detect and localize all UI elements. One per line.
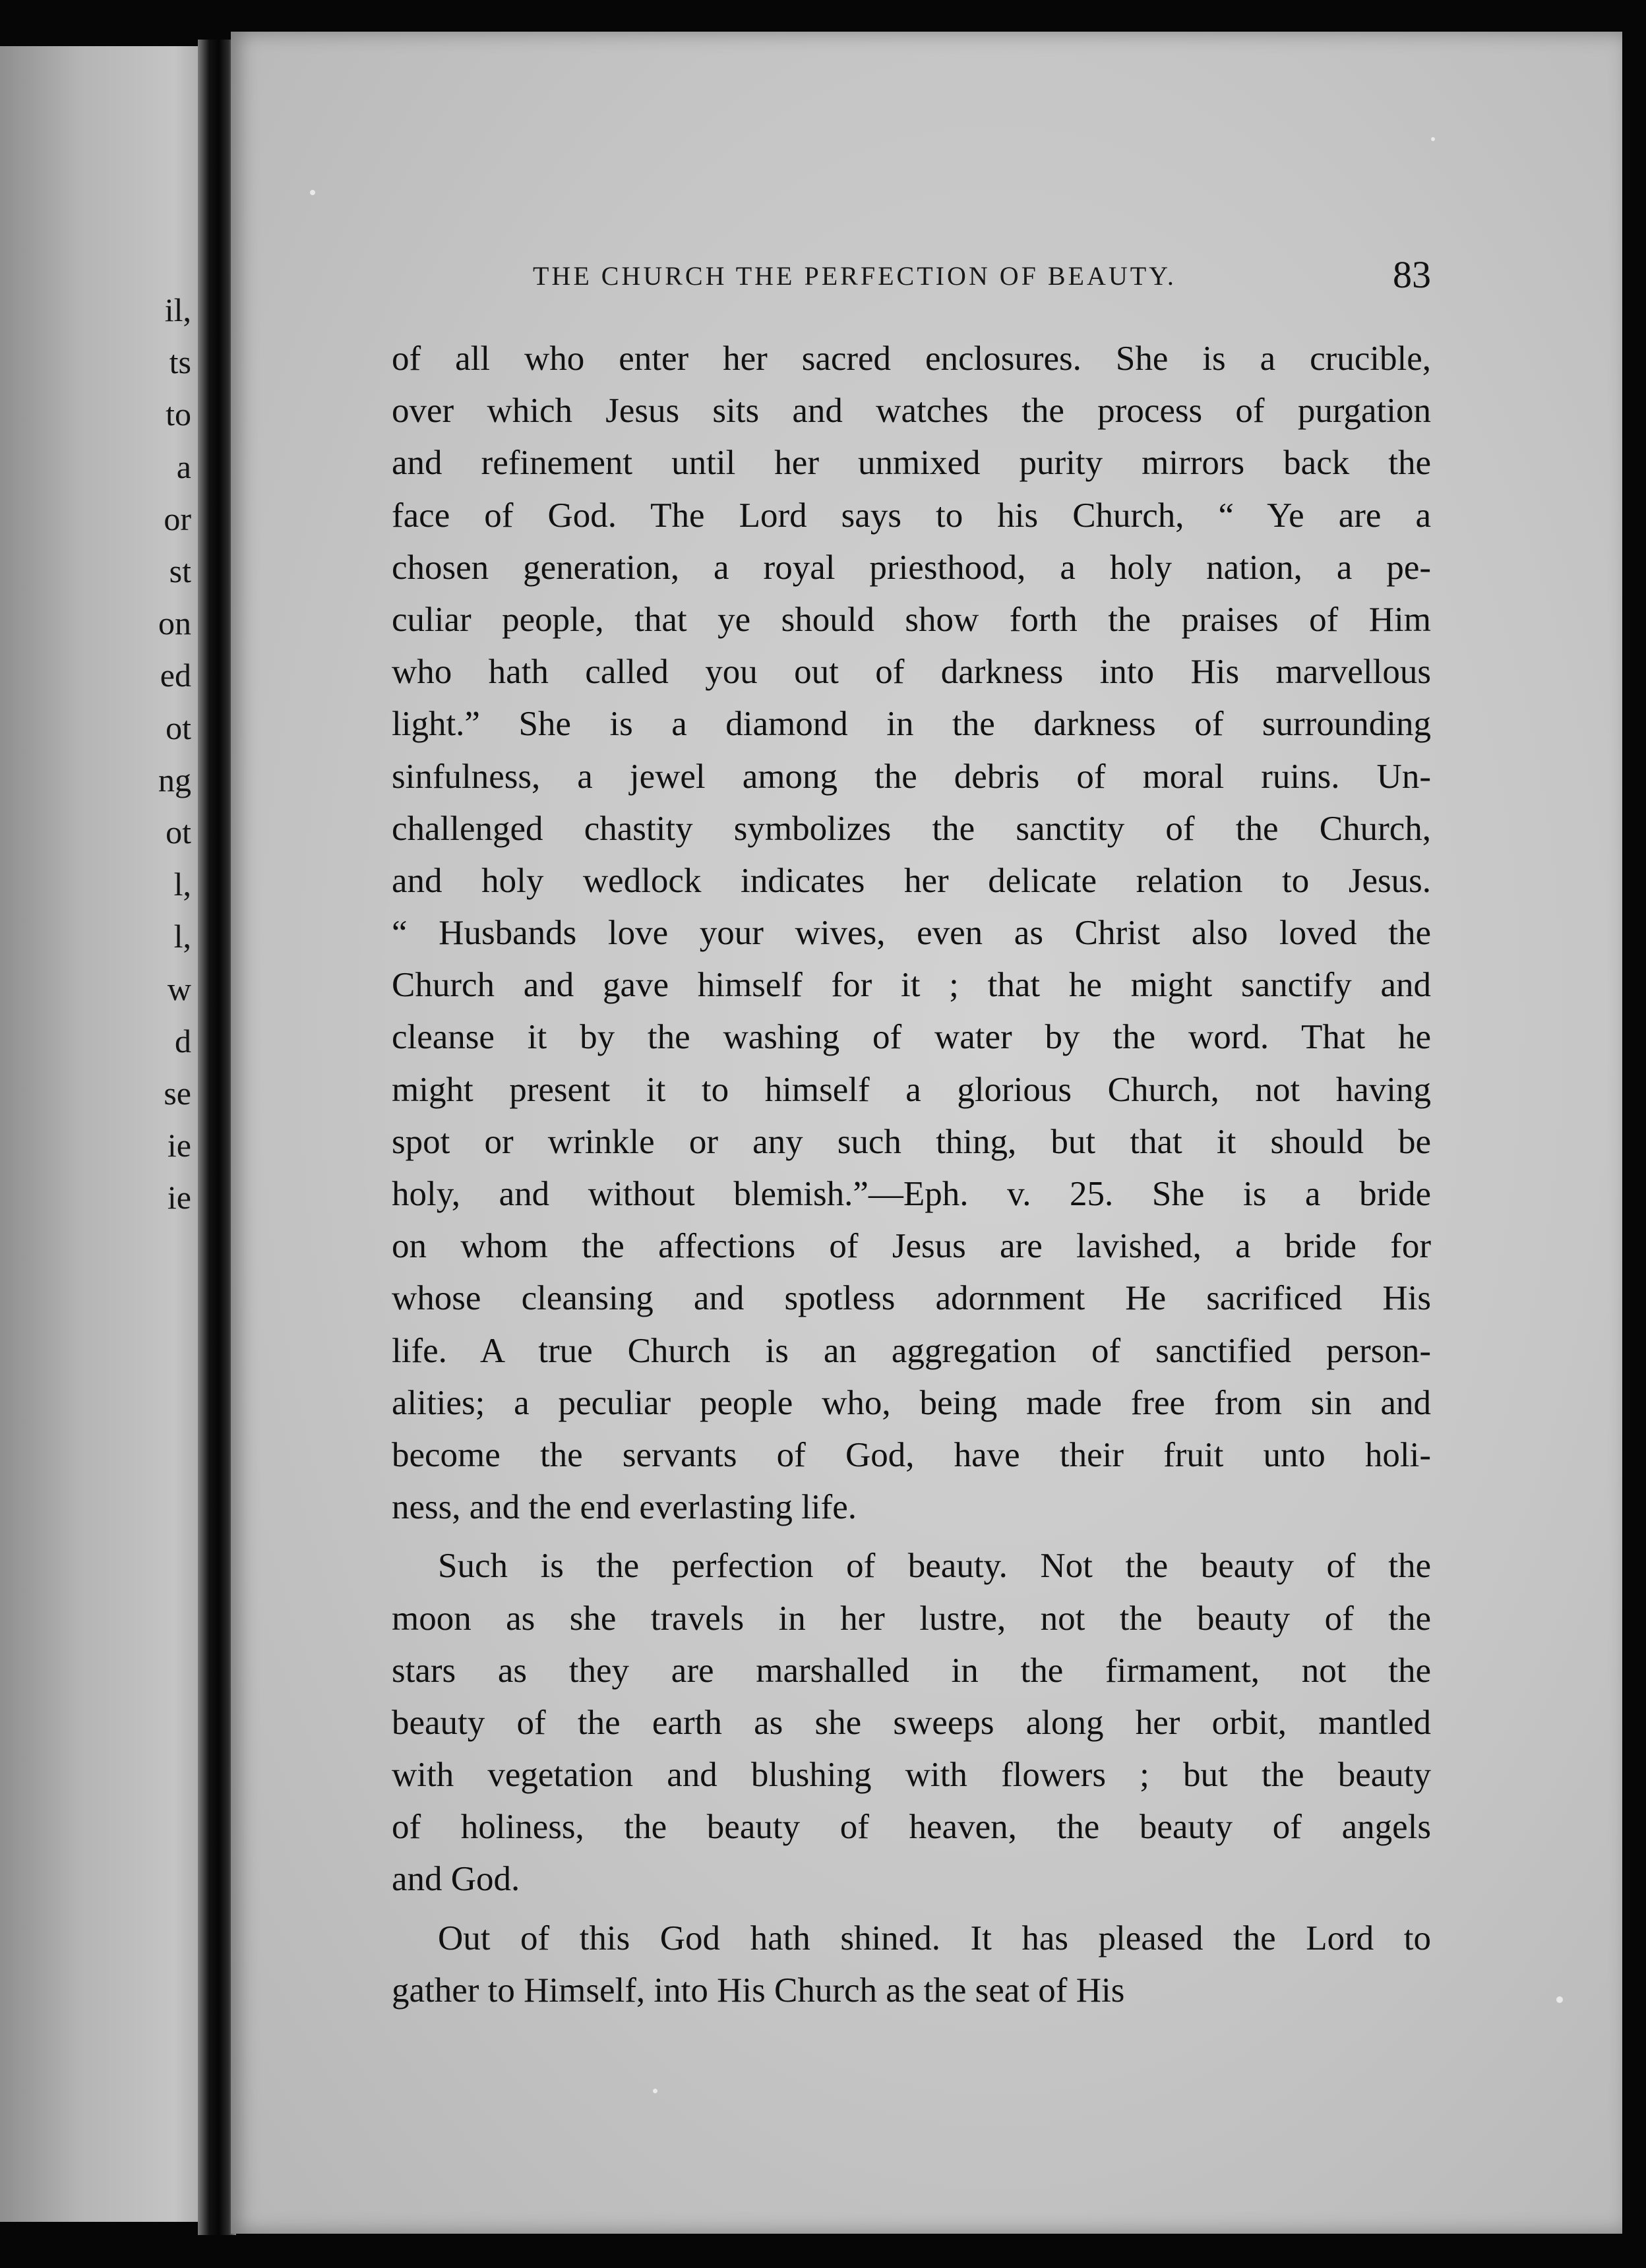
- previous-page-fragment: d: [175, 1022, 191, 1059]
- text-line: spot or wrinkle or any such thing, but that it should be: [392, 1122, 1431, 1161]
- text-line: and refinement until her unmixed purity mirrors back the: [392, 444, 1431, 483]
- text-line: and holy wedlock indicates her delicate relation to Jesus.: [392, 861, 1431, 900]
- text-line: on whom the affections of Jesus are lavished, a bride for: [392, 1227, 1431, 1266]
- text-line: “ Husbands love your wives, even as Christ also loved the: [392, 914, 1431, 953]
- paragraph: [392, 1913, 1431, 2017]
- previous-page-fragment: ot: [166, 709, 191, 746]
- text-line: of all who enter her sacred enclosures. She is a crucible,: [392, 340, 1431, 378]
- previous-page-fragment: ie: [167, 1127, 191, 1164]
- previous-page-fragment: ie: [167, 1179, 191, 1216]
- previous-page-edge: [0, 46, 206, 2222]
- previous-page-fragment: l,: [173, 866, 191, 903]
- previous-page-fragment: st: [169, 552, 191, 589]
- text-line: life. A true Church is an aggregation of sanctified person-: [392, 1331, 1431, 1370]
- text-line: Out of this God hath shined. It has pleased the Lord to: [438, 1919, 1431, 1957]
- previous-page-fragment: w: [167, 970, 191, 1007]
- text-line: face of God. The Lord says to his Church, “ Ye are a: [392, 496, 1431, 535]
- text-line: cleanse it by the washing of water by the word. That he: [392, 1018, 1431, 1057]
- dust-speck: [653, 2089, 657, 2093]
- dust-speck: [310, 190, 315, 195]
- running-head: [533, 253, 1463, 299]
- running-title: THE CHURCH THE PERFECTION OF BEAUTY.: [533, 261, 1176, 291]
- previous-page-fragment: l,: [173, 918, 191, 955]
- text-line: whose cleansing and spotless adornment He sacrificed His: [392, 1279, 1431, 1318]
- paragraph-gap: [392, 1534, 1431, 1540]
- text-line: Such is the perfection of beauty. Not the beauty of the: [438, 1547, 1431, 1586]
- text-line: become the servants of God, have their fruit unto holi-: [392, 1435, 1431, 1474]
- text-line: moon as she travels in her lustre, not the beauty of the: [392, 1599, 1431, 1638]
- text-line: stars as they are marshalled in the firmament, not the: [392, 1651, 1431, 1690]
- text-line: of holiness, the beauty of heaven, the beauty of angels: [392, 1808, 1431, 1847]
- text-line: culiar people, that ye should show forth the praises of Him: [392, 600, 1431, 639]
- dust-speck: [1556, 1996, 1563, 2003]
- text-line: challenged chastity symbolizes the sanctity of the Church,: [392, 809, 1431, 848]
- text-line: gather to Himself, into His Church as the seat of His: [392, 1971, 1125, 2010]
- previous-page-fragment: ed: [160, 657, 191, 694]
- previous-page-fragment: on: [158, 605, 191, 642]
- paragraph: [392, 1540, 1431, 1905]
- text-line: over which Jesus sits and watches the process of purgation: [392, 392, 1431, 431]
- text-line: alities; a peculiar people who, being made free from sin and: [392, 1383, 1431, 1422]
- dust-speck: [1431, 137, 1435, 141]
- body-text: [392, 333, 1431, 2017]
- previous-page-fragment: se: [164, 1075, 191, 1112]
- text-line: with vegetation and blushing with flowers ; but the beauty: [392, 1756, 1431, 1795]
- paragraph: [392, 333, 1431, 1534]
- text-line: holy, and without blemish.”—Eph. v. 25. She is a bride: [392, 1175, 1431, 1213]
- paragraph-gap: [392, 1906, 1431, 1913]
- page-number: 83: [1393, 253, 1431, 296]
- text-line: might present it to himself a glorious Church, not having: [392, 1070, 1431, 1109]
- previous-page-fragment: il,: [164, 291, 191, 328]
- text-line: Church and gave himself for it ; that he might sanctify and: [392, 966, 1431, 1005]
- previous-page-fragment: ng: [158, 761, 191, 798]
- text-line: who hath called you out of darkness into His marvellous: [392, 653, 1431, 692]
- text-line: chosen generation, a royal priesthood, a holy nation, a pe-: [392, 548, 1431, 587]
- previous-page-fragment: to: [166, 396, 191, 433]
- text-line: and God.: [392, 1860, 520, 1899]
- previous-page-fragment: ts: [169, 343, 191, 381]
- text-line: sinfulness, a jewel among the debris of moral ruins. Un-: [392, 757, 1431, 796]
- text-line: beauty of the earth as she sweeps along her orbit, mantled: [392, 1703, 1431, 1742]
- text-line: light.” She is a diamond in the darkness of surrounding: [392, 705, 1431, 744]
- previous-page-fragment: or: [164, 500, 191, 537]
- previous-page-fragment: ot: [166, 814, 191, 850]
- text-line: ness, and the end everlasting life.: [392, 1488, 857, 1527]
- previous-page-fragment: a: [176, 448, 191, 485]
